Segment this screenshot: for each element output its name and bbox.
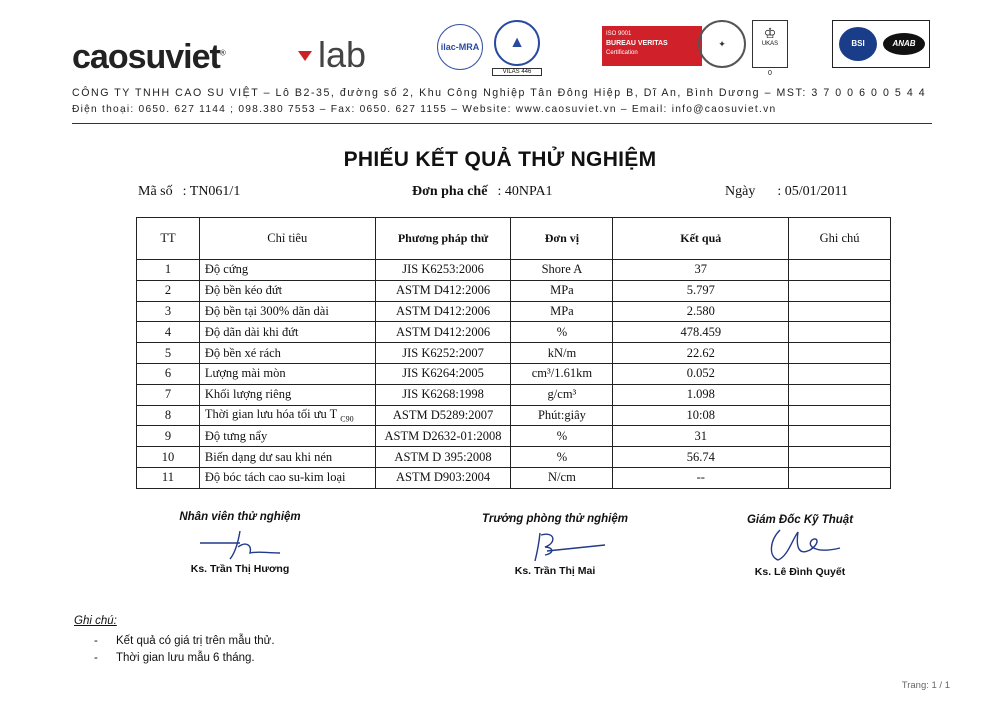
row-method: ASTM D2632-01:2008 <box>375 426 511 447</box>
row-unit: % <box>511 426 613 447</box>
bureau-veritas-seal-icon: ✦ <box>698 20 746 68</box>
lab-text: lab <box>318 34 367 75</box>
head-title: Trưởng phòng thử nghiệm <box>482 513 628 525</box>
row-criterion: Độ bền xé rách <box>199 343 375 364</box>
table-row <box>137 447 891 468</box>
note-item: - Kết quả có giá trị trên mẫu thử. <box>94 635 275 647</box>
note-item: - Thời gian lưu mẫu 6 tháng. <box>94 652 255 664</box>
lab-logo <box>298 34 366 76</box>
row-method: ASTM D412:2006 <box>375 322 511 343</box>
date-field <box>725 184 848 200</box>
row-result: 1.098 <box>613 384 789 405</box>
row-method: JIS K6253:2006 <box>375 260 511 281</box>
results-table <box>136 217 891 489</box>
bureau-veritas-logo: ISO 9001 BUREAU VERITAS Certification <box>602 26 702 66</box>
row-result: 478.459 <box>613 322 789 343</box>
notes-section <box>74 615 275 667</box>
row-criterion: Độ bóc tách cao su-kim loại <box>199 467 375 488</box>
row-criterion: Độ bền kéo đứt <box>199 280 375 301</box>
vilas-logo <box>492 20 542 78</box>
row-result: -- <box>613 467 789 488</box>
row-result: 0.052 <box>613 363 789 384</box>
row-criterion: Khối lượng riêng <box>199 384 375 405</box>
table-row <box>137 301 891 322</box>
row-note <box>789 260 891 281</box>
row-note <box>789 280 891 301</box>
row-note <box>789 322 891 343</box>
crown-icon: ♔ <box>763 25 777 41</box>
row-note <box>789 363 891 384</box>
header-ghi-chu: Ghi chú <box>789 218 891 260</box>
row-number: 9 <box>137 426 200 447</box>
row-note <box>789 384 891 405</box>
tester-signature-block <box>170 511 310 575</box>
header-phuong-phap: Phương pháp thử <box>375 218 511 260</box>
notes-heading: Ghi chú: <box>74 615 117 627</box>
header-logos <box>72 20 932 80</box>
row-number: 10 <box>137 447 200 468</box>
date-value: : 05/01/2011 <box>777 184 848 199</box>
head-signature-block <box>475 513 635 577</box>
company-contact-line: Điện thoại: 0650. 627 1144 ; 098.380 7553 – Fax: 0650. 627 1155 – Website: www.caosuviet.vn – Email: info@caosuviet.vn <box>72 104 777 115</box>
row-number: 4 <box>137 322 200 343</box>
row-result: 2.580 <box>613 301 789 322</box>
row-number: 11 <box>137 467 200 488</box>
row-method: ASTM D412:2006 <box>375 301 511 322</box>
code-value: : TN061/1 <box>182 184 241 199</box>
header-divider <box>72 123 932 124</box>
row-unit: Shore A <box>511 260 613 281</box>
director-name: Ks. Lê Đình Quyết <box>754 566 846 578</box>
row-criterion: Độ cứng <box>199 260 375 281</box>
code-label: Mã số <box>138 184 173 199</box>
triangle-icon <box>298 51 312 61</box>
row-note <box>789 447 891 468</box>
header-don-vi: Đơn vị <box>511 218 613 260</box>
director-title: Giám Đốc Kỹ Thuật <box>746 514 854 526</box>
row-result: 10:08 <box>613 405 789 426</box>
row-note <box>789 467 891 488</box>
row-result: 31 <box>613 426 789 447</box>
accreditation-seal-icon: ▲ <box>494 20 540 66</box>
row-method: JIS K6252:2007 <box>375 343 511 364</box>
header-tt: TT <box>137 218 200 260</box>
document-title: PHIẾU KẾT QUẢ THỬ NGHIỆM <box>343 148 657 171</box>
row-unit: kN/m <box>511 343 613 364</box>
row-unit: MPa <box>511 280 613 301</box>
row-number: 1 <box>137 260 200 281</box>
row-unit: Phút:giây <box>511 405 613 426</box>
row-criterion: Biến dạng dư sau khi nén <box>199 447 375 468</box>
row-criterion: Độ bền tại 300% dãn dài <box>199 301 375 322</box>
row-method: ASTM D 395:2008 <box>375 447 511 468</box>
row-number: 8 <box>137 405 200 426</box>
formula-label: Đơn pha chế <box>412 184 488 199</box>
row-result: 56.74 <box>613 447 789 468</box>
row-unit: % <box>511 447 613 468</box>
table-row <box>137 260 891 281</box>
row-unit: MPa <box>511 301 613 322</box>
row-unit: cm³/1.61km <box>511 363 613 384</box>
criterion-subscript: C90 <box>340 414 354 424</box>
row-number: 5 <box>137 343 200 364</box>
head-signature <box>495 525 615 565</box>
row-number: 7 <box>137 384 200 405</box>
head-name: Ks. Trần Thị Mai <box>514 565 596 577</box>
table-row <box>137 280 891 301</box>
table-row <box>137 426 891 447</box>
row-note <box>789 405 891 426</box>
ilac-mra-logo: ilac-MRA <box>437 24 483 70</box>
row-note <box>789 301 891 322</box>
table-row <box>137 322 891 343</box>
row-criterion: Thời gian lưu hóa tối ưu T $_{C90}$ <box>199 405 375 426</box>
row-method: ASTM D903:2004 <box>375 467 511 488</box>
header-chi-tieu: Chỉ tiêu <box>199 218 375 260</box>
row-method: ASTM D5289:2007 <box>375 405 511 426</box>
formula-value: : 40NPA1 <box>497 184 553 199</box>
table-row <box>137 384 891 405</box>
row-method: JIS K6268:1998 <box>375 384 511 405</box>
ukas-logo: ♔ UKAS 0 <box>752 20 788 68</box>
table-header-row <box>137 218 891 260</box>
row-result: 37 <box>613 260 789 281</box>
row-note <box>789 343 891 364</box>
row-unit: g/cm³ <box>511 384 613 405</box>
table-row <box>137 363 891 384</box>
tester-title: Nhân viên thử nghiệm <box>179 511 301 523</box>
header-ket-qua: Kết quả <box>613 218 789 260</box>
table-row <box>137 343 891 364</box>
company-address-line: CÔNG TY TNHH CAO SU VIỆT – Lô B2-35, đường số 2, Khu Công Nghiệp Tân Đông Hiệp B, Dĩ An, Bình Dương – MST: 3 7 0 0 6 0 0 5 4 4 <box>72 87 927 99</box>
row-note <box>789 426 891 447</box>
date-label: Ngày <box>725 184 756 199</box>
row-method: ASTM D412:2006 <box>375 280 511 301</box>
row-unit: N/cm <box>511 467 613 488</box>
director-signature <box>740 526 860 566</box>
row-unit: % <box>511 322 613 343</box>
row-criterion: Độ dãn dài khi đứt <box>199 322 375 343</box>
page-number: Trang: 1 / 1 <box>901 680 950 691</box>
row-number: 3 <box>137 301 200 322</box>
brand-text: caosuviet <box>72 38 220 76</box>
caosuviet-logo: caosuviet® <box>72 38 225 76</box>
director-signature-block <box>735 506 865 578</box>
row-criterion: Độ tưng nẩy <box>199 426 375 447</box>
tester-signature <box>180 523 300 563</box>
table-row <box>137 405 891 426</box>
row-number: 6 <box>137 363 200 384</box>
formula-field <box>412 184 553 200</box>
bsi-icon: BSI <box>839 27 877 61</box>
code-field <box>138 184 240 200</box>
row-method: JIS K6264:2005 <box>375 363 511 384</box>
row-result: 22.62 <box>613 343 789 364</box>
tester-name: Ks. Trần Thị Hương <box>190 563 290 575</box>
table-row <box>137 467 891 488</box>
row-result: 5.797 <box>613 280 789 301</box>
row-number: 2 <box>137 280 200 301</box>
row-criterion: Lượng mài mòn <box>199 363 375 384</box>
bsi-anab-logo <box>832 20 930 68</box>
vilas-label: VILAS 446 <box>492 68 542 76</box>
anab-icon: ANAB <box>883 33 925 55</box>
